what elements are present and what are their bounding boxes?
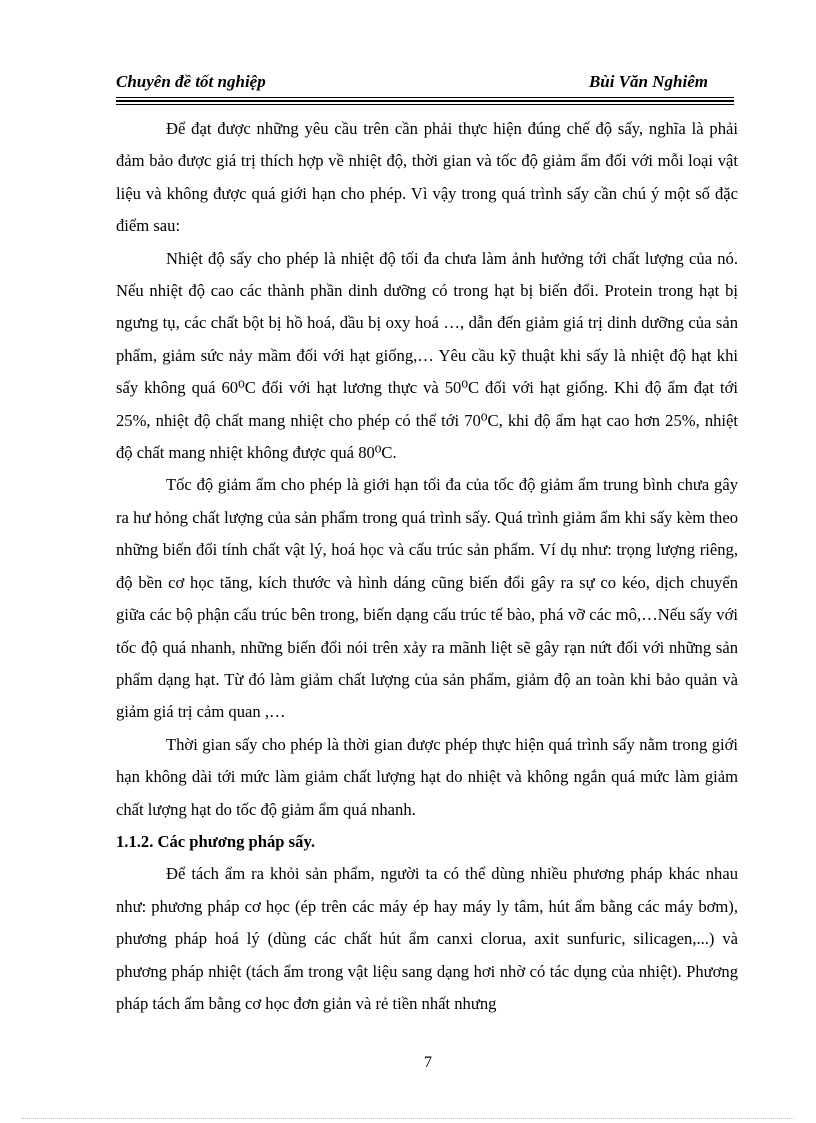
paragraph-drying-methods: Để tách ẩm ra khỏi sản phẩm, người ta có thể dùng nhiều phương pháp khác nhau như: phương pháp cơ học (ép trên các máy ép hay máy ly tâm, hút ẩm bằng các máy bơm), phương pháp hoá lý (dùng các chất hút ẩm canxi clorua, axit sunfuric, silicagen,...) và phương pháp nhiệt (tách ẩm trong vật liệu sang dạng hơi nhờ có tác dụng của nhiệt). Phương pháp tách ẩm bằng cơ học đơn giản và rẻ tiền nhất nhưng [116,864,738,1013]
section-heading: 1.1.2. Các phương pháp sấy. [116,831,315,851]
paragraph-drying-temperature: Nhiệt độ sấy cho phép là nhiệt độ tối đa chưa làm ảnh hưởng tới chất lượng của nó. Nếu nhiệt độ cao các thành phần dinh dưỡng có trong hạt bị biến đổi. Protein trong hạt bị ngưng tụ, các chất bột bị hồ hoá, dầu bị oxy hoá …, dẫn đến giảm giá trị dinh dưỡng của sản phẩm, giảm sức nảy mầm đối với hạt giống,… Yêu cầu kỹ thuật khi sấy là nhiệt độ hạt khi sấy không quá 60⁰C đối với hạt lương thực và 50⁰C đối với hạt giống. Khi độ ẩm đạt tới 25%, nhiệt độ chất mang nhiệt cho phép có thể tới 70⁰C, khi độ ẩm hạt cao hơn 25%, nhiệt độ chất mang nhiệt không được quá 80⁰C. [116,248,738,463]
paragraph-drying-regime: Để đạt được những yêu cầu trên cần phải thực hiện đúng chế độ sấy, nghĩa là phải đảm bảo được giá trị thích hợp về nhiệt độ, thời gian và tốc độ giảm ẩm đối với mỗi loại vật liệu và không được quá giới hạn cho phép. Vì vậy trong quá trình sấy cần chú ý một số đặc điểm sau: [116,119,738,236]
footer-divider [22,1118,794,1119]
header-author: Bùi Văn Nghiêm [588,72,708,91]
header-rule-middle [116,100,734,102]
paragraph-moisture-reduction-rate: Tốc độ giảm ẩm cho phép là giới hạn tối đa của tốc độ giảm ẩm trung bình chưa gây ra hư hỏng chất lượng của sản phẩm trong quá trình sấy. Quá trình giảm ẩm khi sấy kèm theo những biến đổi tính chất vật lý, hoá học và cấu trúc sản phẩm. Ví dụ như: trọng lượng riêng, độ bền cơ học tăng, kích thước và hình dáng cũng biến đổi gây ra sự co kéo, dịch chuyển giữa các bộ phận cấu trúc bên trong, biến dạng cấu trúc tế bào, phá vỡ các mô,…Nếu sấy với tốc độ quá nhanh, những biến đổi nói trên xảy ra mãnh liệt sẽ gây rạn nứt đối với những sản phẩm dạng hạt. Từ đó làm giảm chất lượng của sản phẩm, giảm độ an toàn khi bảo quản và giảm giá trị cảm quan ,… [116,475,738,722]
paragraph-drying-time: Thời gian sấy cho phép là thời gian được phép thực hiện quá trình sấy nằm trong giới hạn không dài tới mức làm giảm chất lượng hạt do nhiệt và không ngắn quá mức làm giảm chất lượng hạt do tốc độ giảm ẩm quá nhanh. [116,734,738,819]
header-rule-top [116,97,734,98]
page-header [116,72,736,98]
header-title: Chuyên đề tốt nghiệp [116,72,266,91]
body-text [116,113,738,1020]
page-number: 7 [424,1054,432,1071]
header-rule-bottom [116,104,734,105]
